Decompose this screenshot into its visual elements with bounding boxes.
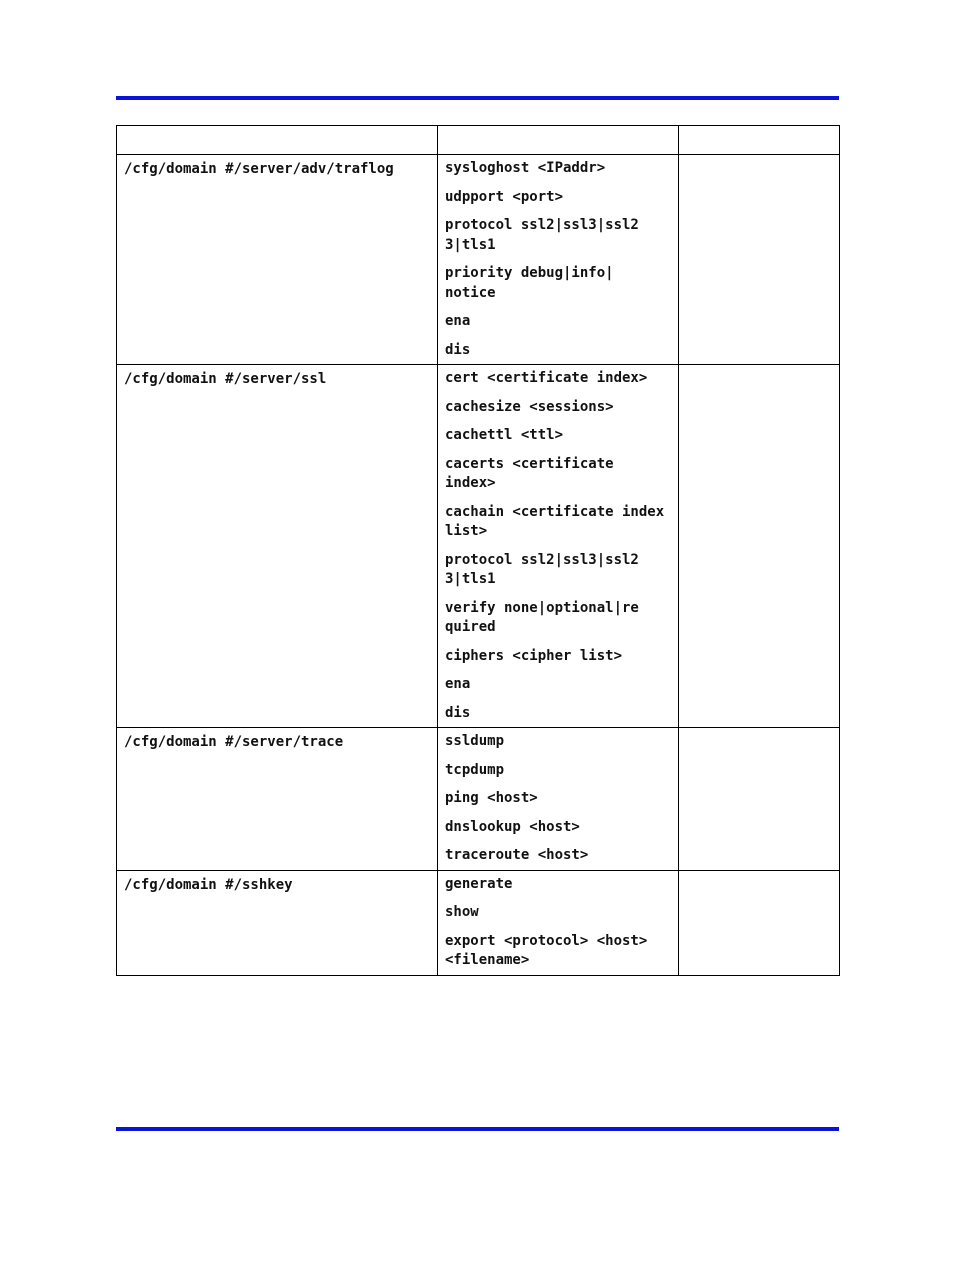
options-cell [438, 728, 679, 871]
header-cell-notes [679, 126, 840, 155]
option-item: ena [445, 676, 471, 692]
command-table [116, 125, 840, 976]
footer-rule [116, 1127, 839, 1131]
table-body [117, 155, 840, 976]
table-row [117, 365, 840, 728]
options-cell [438, 155, 679, 365]
option-item: sysloghost <IPaddr> [445, 160, 606, 176]
option-item: ciphers <cipher list> [445, 647, 623, 664]
option-item: udpport <port> [445, 188, 564, 205]
option-item: tcpdump [445, 761, 505, 778]
option-item: ena [445, 313, 471, 329]
option-item: ping <host> [445, 790, 538, 806]
header-cell-command-path [117, 126, 438, 155]
option-item: protocol ssl2|ssl3|ssl2 3|tls1 [445, 217, 639, 253]
command-path-cell: /cfg/domain #/server/adv/traflog [117, 155, 438, 365]
option-item: cachesize <sessions> [445, 398, 614, 415]
table-row [117, 870, 840, 975]
table-row [117, 728, 840, 871]
option-item: dnslookup <host> [445, 818, 580, 835]
option-item: dis [445, 704, 471, 721]
option-item: dis [445, 341, 471, 358]
header-cell-options [438, 126, 679, 155]
table-header-row [117, 126, 840, 155]
option-item: generate [445, 875, 513, 892]
notes-cell [679, 870, 840, 975]
option-item: protocol ssl2|ssl3|ssl2 3|tls1 [445, 551, 639, 587]
option-item: traceroute <host> [445, 847, 589, 863]
option-item: export <protocol> <host> <filename> [445, 932, 648, 968]
option-item: cachettl <ttl> [445, 427, 564, 443]
option-item: cert <certificate index> [445, 370, 648, 386]
command-path-cell: /cfg/domain #/server/trace [117, 728, 438, 871]
option-item: verify none|optional|re quired [445, 599, 639, 635]
notes-cell [679, 365, 840, 728]
option-item: ssldump [445, 733, 505, 749]
notes-cell [679, 155, 840, 365]
header-rule [116, 96, 839, 100]
option-item: cachain <certificate index list> [445, 503, 665, 539]
option-item: cacerts <certificate index> [445, 455, 614, 491]
option-item: show [445, 904, 479, 920]
command-path-cell: /cfg/domain #/server/ssl [117, 365, 438, 728]
option-item: priority debug|info| notice [445, 265, 614, 301]
options-cell [438, 870, 679, 975]
options-cell [438, 365, 679, 728]
command-path-cell: /cfg/domain #/sshkey [117, 870, 438, 975]
notes-cell [679, 728, 840, 871]
table-row [117, 155, 840, 365]
